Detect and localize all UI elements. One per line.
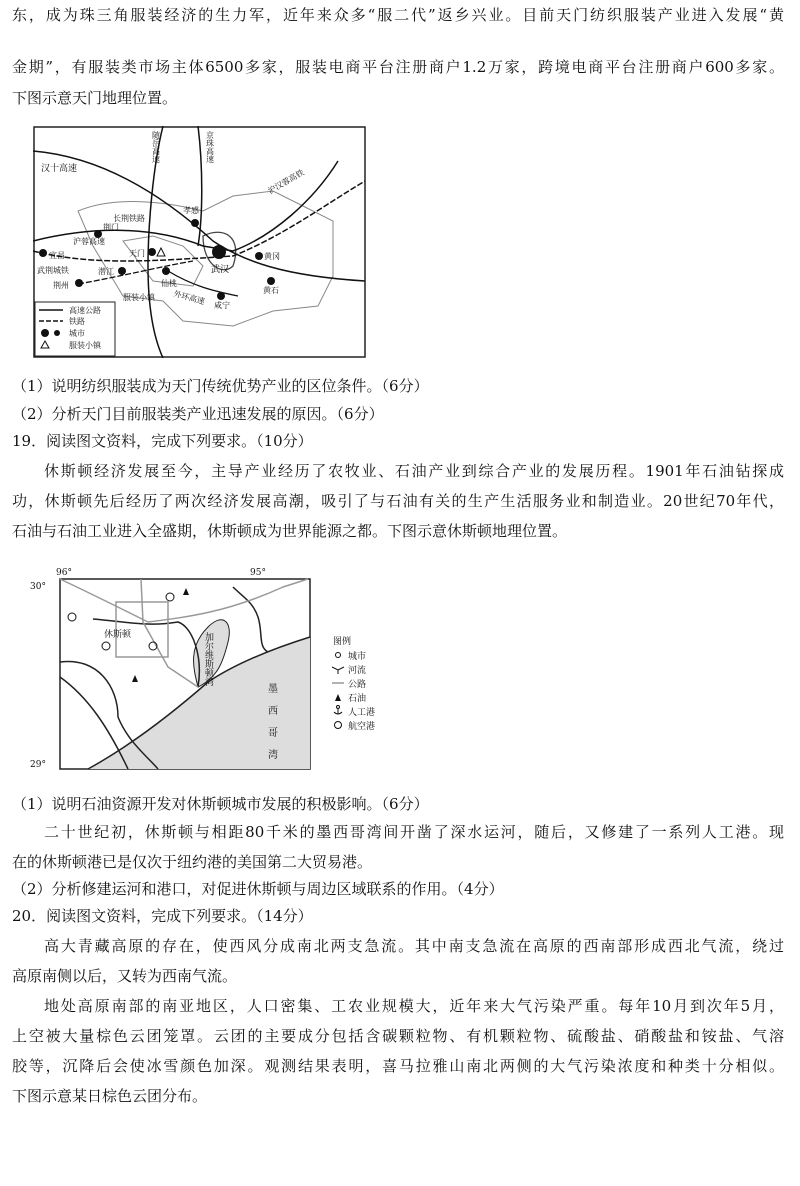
q18-intro-line: 金期”，有服装类市场主体6500多家，服装电商平台注册商户1.2万家，跨境电商平台注册商户600多家。 [12, 58, 784, 76]
tianmen-map [33, 126, 366, 358]
q19-para2-line: 二十世纪初，休斯顿与相距80千米的墨西哥湾间开凿了深水运河，随后，又修建了一系列人工港。现 [44, 823, 784, 841]
map-label: 城市 [69, 329, 85, 338]
q20-title: 20．阅读图文资料，完成下列要求。（14分） [12, 907, 313, 925]
map-label: 河流 [348, 666, 367, 676]
map-label: 沪汉蓉高铁 [266, 167, 306, 196]
q20-para1-line: 高大青藏高原的存在，使西风分成南北两支急流。其中南支急流在高原的西南部形成西北气流，绕过 [44, 937, 784, 955]
map-label: 外环高速 [172, 289, 206, 307]
map-label: 武荆城铁 [37, 266, 69, 275]
houston-map [28, 567, 393, 775]
map-label: 石油 [348, 694, 367, 704]
q19-para-line: 石油与石油工业进入全盛期，休斯顿成为世界能源之都。下图示意休斯顿地理位置。 [12, 522, 568, 540]
map2-legend [332, 635, 375, 732]
q19-para-line: 功，休斯顿先后经历了两次经济发展高潮，吸引了与石油有关的生产生活服务业和制造业。20世纪70年代， [12, 492, 784, 510]
q18-sub1: （1）说明纺织服装成为天门传统优势产业的区位条件。（6分） [12, 377, 429, 395]
map-label: 天门 [129, 249, 145, 258]
q18-intro-line: 东，成为珠三角服装经济的生力军，近年来众多“服二代”返乡兴业。目前天门纺织服装产业进入发展“黄 [12, 6, 784, 24]
map-label: 休斯顿 [104, 630, 132, 640]
q20-para2-line: 地处高原南部的南亚地区，人口密集、工农业规模大，近年来大气污染严重。每年10月到次年5月， [44, 997, 784, 1015]
map-label: 航空港 [348, 722, 376, 732]
map-label: 长荆铁路 [113, 214, 145, 223]
map-label: 咸宁 [214, 301, 230, 310]
q19-para-line: 休斯顿经济发展至今，主导产业经历了农牧业、石油产业到综合产业的发展历程。1901年石油钻探成 [44, 462, 784, 480]
map-label: 孝感 [183, 206, 199, 215]
map-label: 荆州 [53, 281, 69, 290]
map-label: 墨 [268, 684, 278, 695]
map1-legend [35, 302, 115, 356]
map-label: 加尔维斯顿湾 [203, 632, 213, 686]
q20-para2-line: 下图示意某日棕色云团分布。 [12, 1087, 208, 1105]
q18-sub2: （2）分析天门目前服装类产业迅速发展的原因。（6分） [12, 405, 384, 423]
map-label: 随岳高速 [151, 131, 161, 163]
map-label: 仙桃 [161, 279, 177, 288]
map-label: 哥 [268, 728, 278, 739]
map-label: 铁路 [69, 317, 85, 326]
map-label: 图例 [333, 637, 352, 647]
map-label: 武汉 [211, 265, 230, 275]
q19-title: 19．阅读图文资料，完成下列要求。（10分） [12, 432, 313, 450]
map-label: 潜江 [98, 267, 114, 276]
map-label: 黄石 [263, 286, 279, 295]
map-label: 汉十高速 [41, 164, 78, 174]
map-label: 96° [56, 568, 72, 578]
q19-para2-line: 在的休斯顿港已是仅次于纽约港的美国第二大贸易港。 [12, 853, 373, 871]
map-label: 城市 [348, 652, 367, 662]
map-label: 湾 [268, 750, 278, 761]
map-label: 公路 [348, 680, 367, 690]
q19-sub2: （2）分析修建运河和港口，对促进休斯顿与周边区域联系的作用。（4分） [12, 880, 504, 898]
map-label: 服装小镇 [123, 293, 155, 302]
anchor-icon [334, 706, 342, 715]
map-label: 沪蓉高速 [73, 237, 105, 246]
map-label: 95° [250, 568, 266, 578]
map-label: 人工港 [348, 708, 376, 718]
q20-para1-line: 高原南侧以后，又转为西南气流。 [12, 967, 238, 985]
q20-para2-line: 上空被大量棕色云团笼罩。云团的主要成分包括含碳颗粒物、有机颗粒物、硫酸盐、硝酸盐和铵盐、气溶 [12, 1027, 784, 1045]
map-label: 服装小镇 [69, 341, 101, 350]
q19-sub1: （1）说明石油资源开发对休斯顿城市发展的积极影响。（6分） [12, 795, 429, 813]
map-label: 京珠高速 [205, 131, 215, 163]
map-label: 高速公路 [69, 306, 101, 315]
q20-para2-line: 胶等，沉降后会使冰雪颜色加深。观测结果表明，喜马拉雅山南北两侧的大气污染浓度和种类十分相似。 [12, 1057, 784, 1075]
map-label: 黄冈 [264, 252, 280, 261]
map-label: 29° [30, 760, 46, 770]
map-label: 西 [268, 706, 278, 717]
map-label: 30° [30, 582, 46, 592]
q18-intro-line: 下图示意天门地理位置。 [12, 89, 178, 107]
map-label: 宜昌 [49, 251, 65, 260]
map-label: 荆门 [103, 223, 119, 232]
